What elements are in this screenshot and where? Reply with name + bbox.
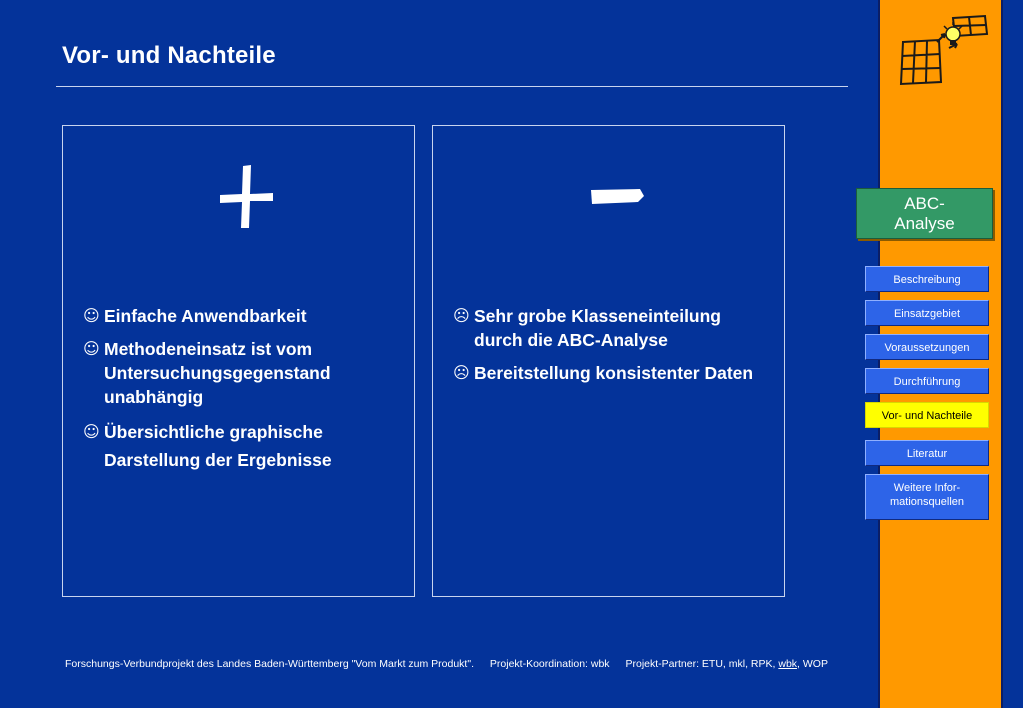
nav-button-label-line2: mationsquellen	[890, 496, 964, 508]
nav-button-einsatzgebiet[interactable]: Einsatzgebiet	[865, 300, 989, 326]
nav-button-label-line1: Weitere Infor-	[893, 482, 961, 494]
section-title-box	[856, 188, 993, 239]
list-item-text: Bereitstellung konsistenter Daten	[474, 363, 754, 383]
footer-wbk-link[interactable]: wbk	[778, 658, 798, 670]
list-item-text: Methodeneinsatz ist vom Untersuchungsgegenstand unabhängig	[104, 339, 331, 407]
list-item	[453, 361, 773, 385]
minus-sign-icon	[588, 164, 648, 234]
footer-project: Forschungs-Verbundprojekt des Landes Baden-Württemberg "Vom Markt zum Produkt".	[65, 658, 474, 670]
smiley-icon: ☺	[83, 422, 100, 441]
nav-button-beschreibung[interactable]: Beschreibung	[865, 266, 989, 292]
list-item	[83, 304, 403, 328]
nav-button-vor-und-nachteile[interactable]: Vor- und Nachteile	[865, 402, 989, 428]
disadvantages-list	[453, 304, 773, 394]
title-divider	[56, 86, 848, 87]
list-item-text: Übersichtliche graphische Darstellung der Ergebnisse	[104, 422, 332, 470]
plus-sign-icon	[217, 164, 277, 234]
frowny-icon: ☹	[453, 306, 470, 325]
disadvantages-panel	[432, 125, 785, 597]
section-title-line1: ABC-	[904, 194, 945, 213]
nav-button-voraussetzungen[interactable]: Voraussetzungen	[865, 334, 989, 360]
smiley-icon: ☺	[83, 339, 100, 358]
smiley-icon: ☺	[83, 306, 100, 325]
advantages-list	[83, 304, 403, 483]
section-title-line2: Analyse	[894, 214, 955, 233]
nav-button-literatur[interactable]: Literatur	[865, 440, 989, 466]
list-item-text: Sehr grobe Klasseneinteilung durch die ABC-Analyse	[474, 306, 721, 350]
nav-button-durchfuehrung[interactable]: Durchführung	[865, 368, 989, 394]
grid-lightbulb-logo-icon	[895, 12, 990, 92]
footer-partners	[625, 658, 827, 670]
page-title: Vor- und Nachteile	[62, 42, 276, 69]
footer-partners-suffix: , WOP	[797, 658, 828, 670]
list-item-text: Einfache Anwendbarkeit	[104, 306, 307, 326]
advantages-panel	[62, 125, 415, 597]
list-item	[453, 304, 773, 352]
list-item	[83, 418, 403, 474]
frowny-icon: ☹	[453, 363, 470, 382]
footer-partners-prefix: Projekt-Partner: ETU, mkl, RPK,	[625, 658, 779, 670]
nav-button-weitere-informationsquellen[interactable]	[865, 474, 989, 520]
list-item	[83, 337, 403, 409]
footer-coordination: Projekt-Koordination: wbk	[489, 658, 610, 670]
footer	[65, 658, 841, 670]
